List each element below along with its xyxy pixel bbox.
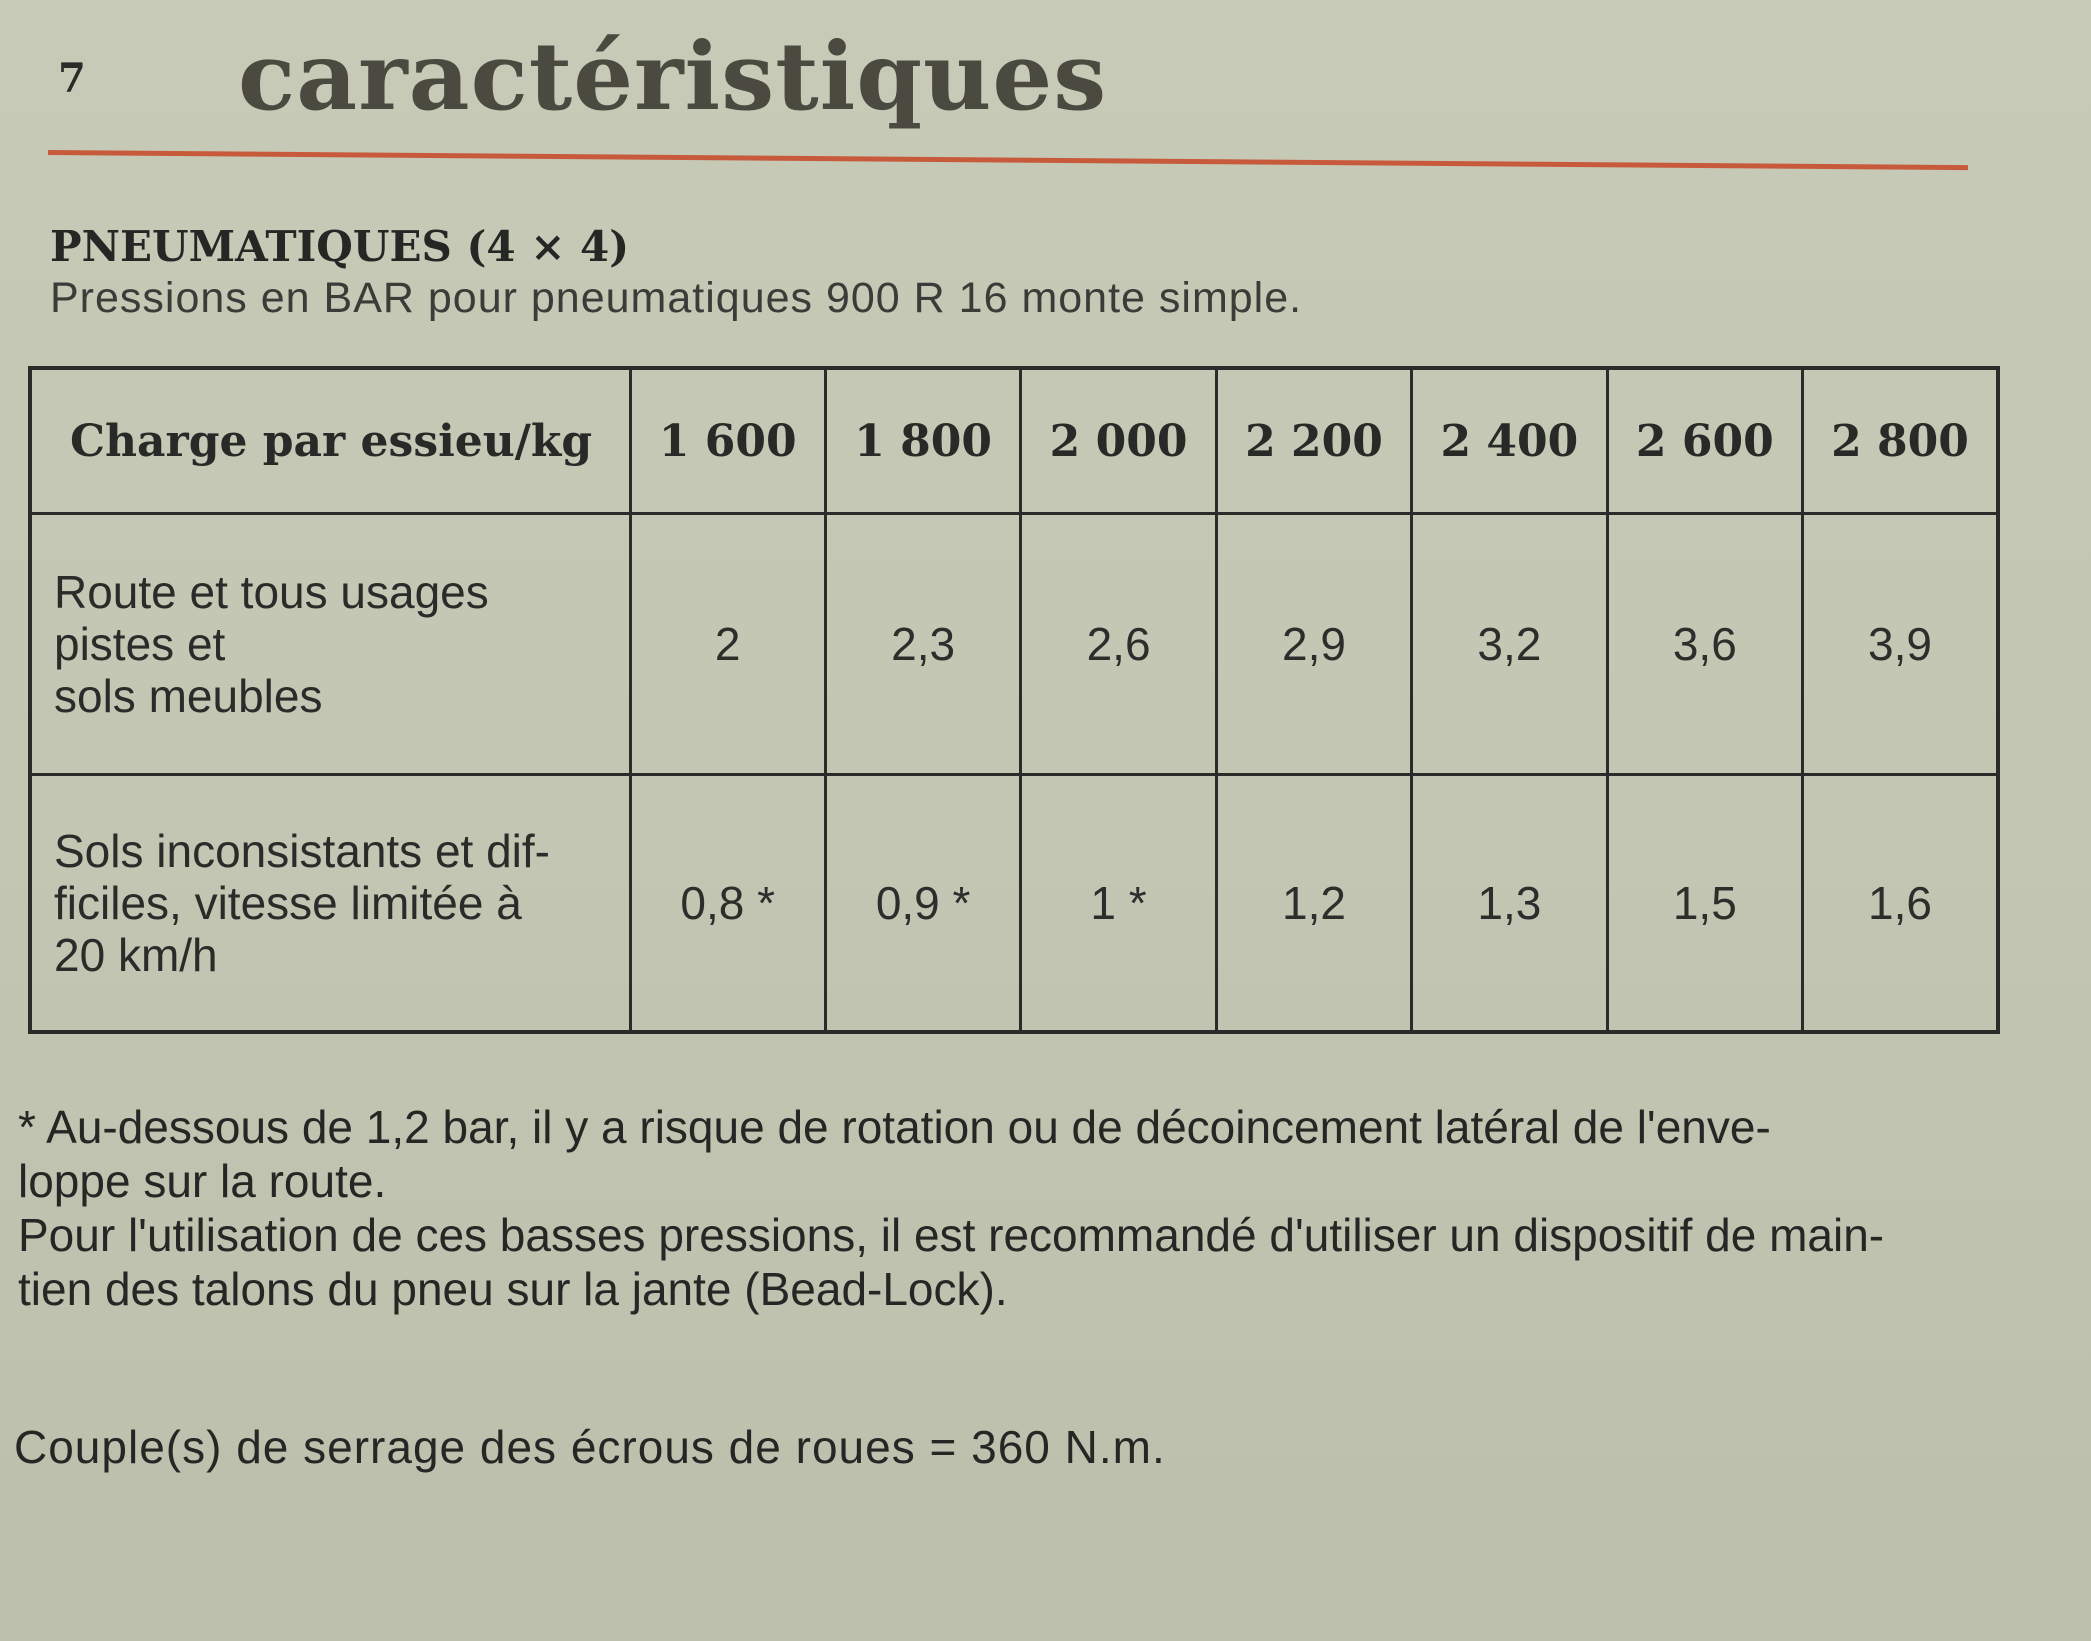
- table-cell: 1,6: [1803, 775, 1998, 1033]
- table-cell: 2,3: [825, 514, 1020, 775]
- page-title: caractéristiques: [238, 22, 1108, 132]
- table-cell: 3,2: [1412, 514, 1607, 775]
- table-header-label: Charge par essieu/kg: [30, 368, 630, 514]
- footnote-line: loppe sur la route.: [18, 1155, 387, 1207]
- table-cell: 2,6: [1021, 514, 1216, 775]
- footnote-line: Pour l'utilisation de ces basses pressions, il est recommandé d'utiliser un dispositif de main-: [18, 1209, 1885, 1261]
- row-label-line: 20 km/h: [54, 929, 218, 981]
- table-cell: 0,9 *: [825, 775, 1020, 1033]
- column-header: 2 000: [1021, 368, 1216, 514]
- row-label: [30, 775, 630, 1033]
- section-heading: PNEUMATIQUES (4 × 4): [50, 222, 630, 271]
- column-header: 2 600: [1607, 368, 1802, 514]
- table-row: [30, 514, 1998, 775]
- column-header: 2 400: [1412, 368, 1607, 514]
- table-cell: 1,2: [1216, 775, 1411, 1033]
- table-cell: 3,9: [1803, 514, 1998, 775]
- column-header: 1 600: [630, 368, 825, 514]
- footnote-line: tien des talons du pneu sur la jante (Bead-Lock).: [18, 1263, 1008, 1315]
- row-label-line: ficiles, vitesse limitée à: [54, 877, 522, 929]
- table-cell: 2: [630, 514, 825, 775]
- row-label-line: sols meubles: [54, 670, 323, 722]
- table-header-row: [30, 368, 1998, 514]
- column-header: 2 800: [1803, 368, 1998, 514]
- table-cell: 1 *: [1021, 775, 1216, 1033]
- section-subheading: Pressions en BAR pour pneumatiques 900 R 16 monte simple.: [50, 274, 1303, 322]
- table-row: [30, 775, 1998, 1033]
- torque-spec: Couple(s) de serrage des écrous de roues = 360 N.m.: [14, 1421, 1166, 1473]
- page-number: 7: [58, 55, 86, 102]
- table-cell: 1,3: [1412, 775, 1607, 1033]
- row-label-line: Route et tous usages: [54, 566, 489, 618]
- title-rule: [48, 150, 1968, 170]
- table-cell: 0,8 *: [630, 775, 825, 1033]
- footnote-line: * Au-dessous de 1,2 bar, il y a risque de rotation ou de décoincement latéral de l'enve-: [18, 1101, 1771, 1153]
- table-cell: 1,5: [1607, 775, 1802, 1033]
- column-header: 2 200: [1216, 368, 1411, 514]
- table-cell: 2,9: [1216, 514, 1411, 775]
- row-label: [30, 514, 630, 775]
- column-header: 1 800: [825, 368, 1020, 514]
- row-label-line: pistes et: [54, 618, 226, 670]
- row-label-line: Sols inconsistants et dif-: [54, 825, 551, 877]
- pressure-table: [28, 366, 2000, 1034]
- footnote: [18, 1100, 2018, 1316]
- table-cell: 3,6: [1607, 514, 1802, 775]
